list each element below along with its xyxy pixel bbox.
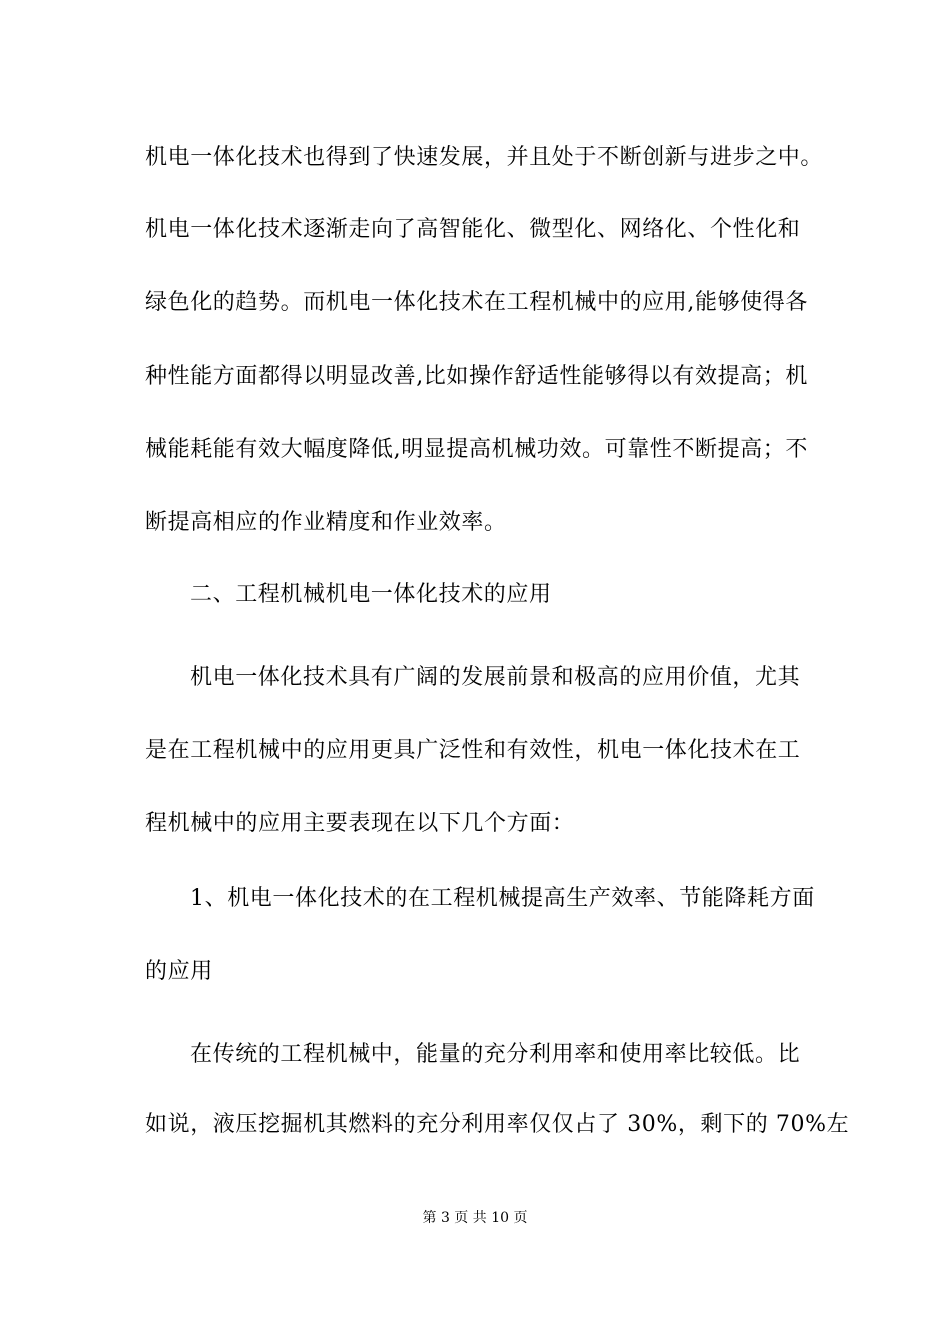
page-number: 第 3 页 共 10 页 <box>422 1210 528 1226</box>
body-text-line: 种性能方面都得以明显改善,比如操作舒适性能够得以有效提高；机 <box>145 364 808 389</box>
subsection-heading-continued: 的应用 <box>145 959 213 984</box>
body-text-line: 械能耗能有效大幅度降低,明显提高机械功效。可靠性不断提高；不 <box>145 437 808 462</box>
section-heading: 二、工程机械机电一体化技术的应用 <box>190 582 552 607</box>
body-text-line: 在传统的工程机械中，能量的充分利用率和使用率比较低。比 <box>190 1042 801 1067</box>
body-text-line: 是在工程机械中的应用更具广泛性和有效性，机电一体化技术在工 <box>145 738 801 763</box>
body-text-line: 绿色化的趋势。而机电一体化技术在工程机械中的应用,能够使得各 <box>145 290 808 315</box>
subsection-heading: 1、机电一体化技术的在工程机械提高生产效率、节能降耗方面 <box>190 886 815 911</box>
body-text-line: 如说，液压挖掘机其燃料的充分利用率仅仅占了 30%，剩下的 70%左 <box>145 1112 850 1137</box>
body-text-line: 机电一体化技术逐渐走向了高智能化、微型化、网络化、个性化和 <box>145 217 801 242</box>
body-text-line: 程机械中的应用主要表现在以下几个方面： <box>145 811 575 836</box>
body-text-line: 机电一体化技术具有广阔的发展前景和极高的应用价值，尤其 <box>190 665 801 690</box>
body-text-line: 断提高相应的作业精度和作业效率。 <box>145 510 507 535</box>
body-text-line: 机电一体化技术也得到了快速发展，并且处于不断创新与进步之中。 <box>145 145 824 170</box>
page-footer <box>0 1209 950 1227</box>
